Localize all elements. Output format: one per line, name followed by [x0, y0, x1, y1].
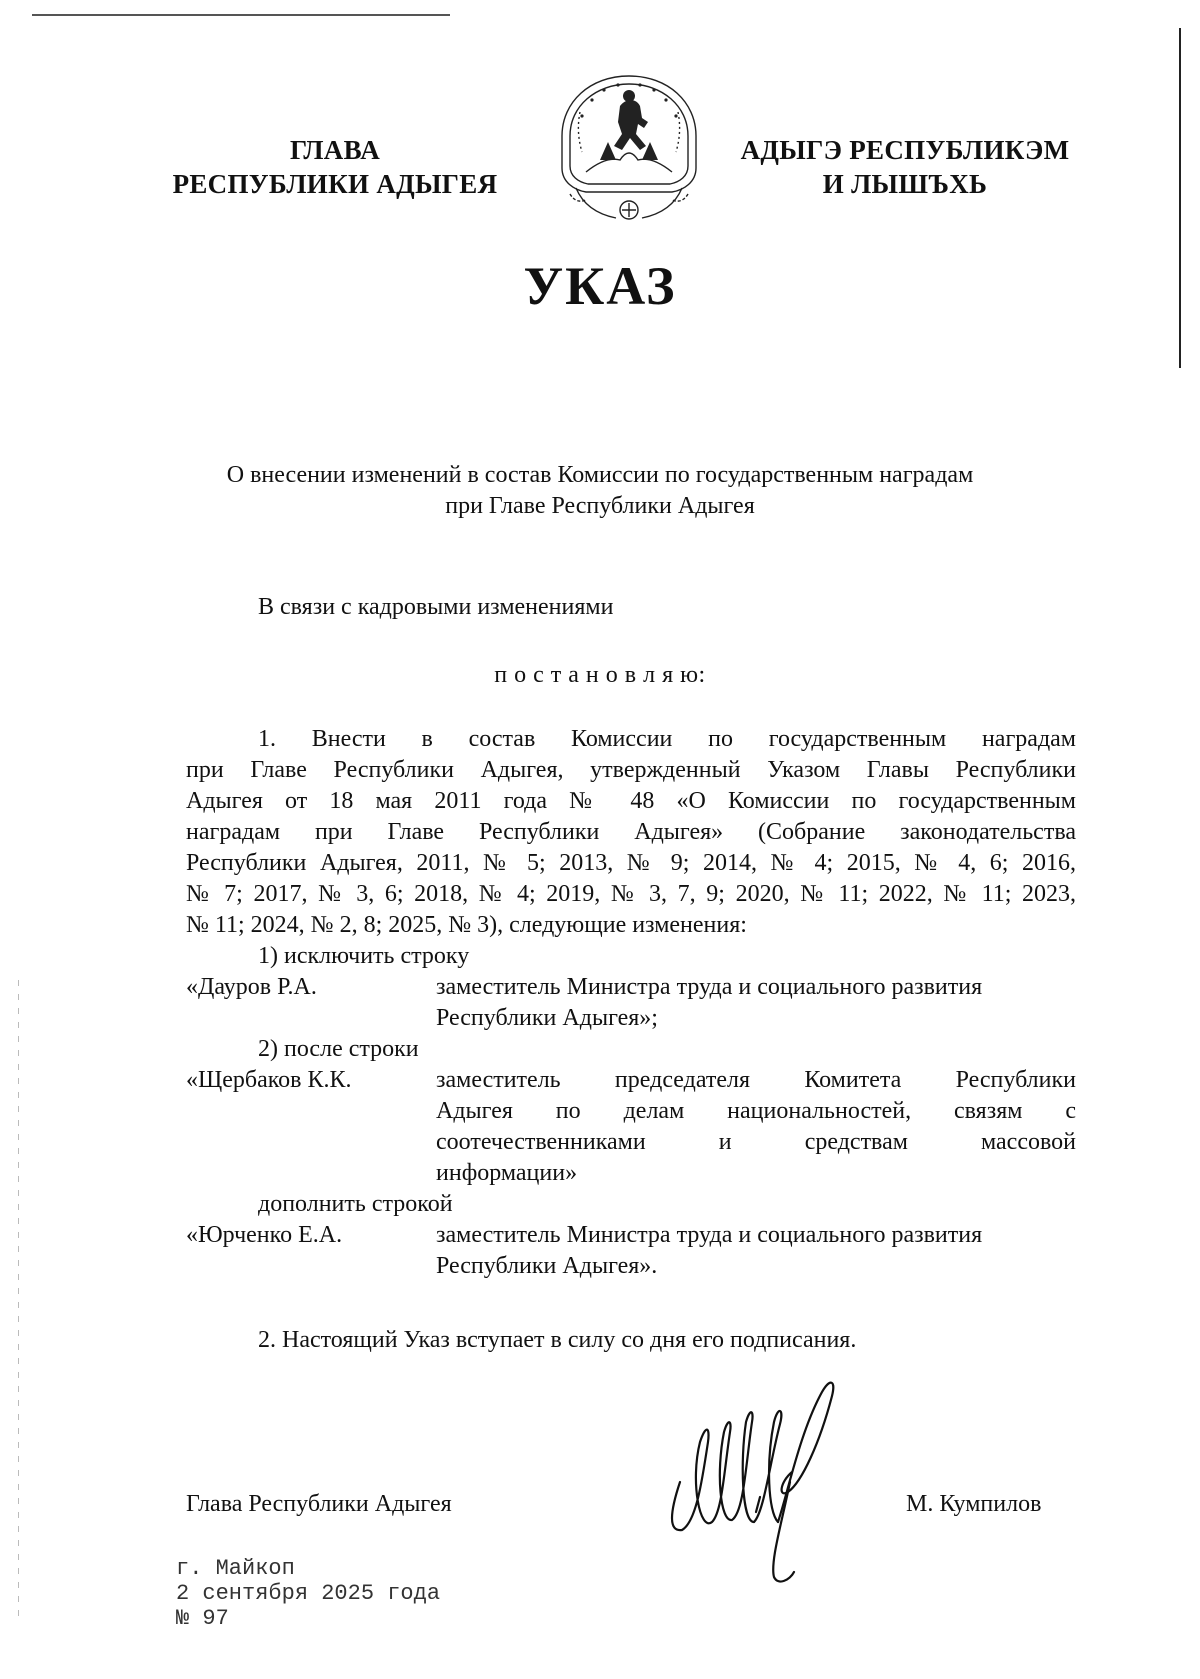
header-left-line1: ГЛАВА — [289, 135, 381, 165]
sub2-position-line: заместитель председателя Комитета Республики — [436, 1067, 1076, 1093]
footer-city: г. Майкоп — [176, 1556, 295, 1581]
item1-line: при Главе Республики Адыгея, утвержденный Указом Главы Республики — [186, 757, 1076, 783]
sub2-add-position-line: заместитель Министра труда и социального развития — [436, 1222, 983, 1248]
signatory-position: Глава Республики Адыгея — [186, 1491, 452, 1517]
header-left — [160, 133, 510, 201]
sub2-add-person-name: «Юрченко Е.А. — [186, 1222, 343, 1248]
document-title-line2: при Главе Республики Адыгея — [445, 493, 755, 519]
decree-word: п о с т а н о в л я ю: — [494, 662, 706, 688]
footer-date: 2 сентября 2025 года — [176, 1581, 441, 1606]
item1-line: № 11; 2024, № 2, 8; 2025, № 3), следующие изменения: — [186, 912, 747, 938]
document-title-line1: О внесении изменений в состав Комиссии по государственным наградам — [226, 462, 974, 488]
handwritten-signature — [660, 1372, 850, 1592]
item1-line: наградам при Главе Республики Адыгея» (Собрание законодательства — [186, 819, 1076, 845]
item1-line: № 7; 2017, № 3, 6; 2018, № 4; 2019, № 3, 7, 9; 2020, № 11; 2022, № 11; 2023, — [186, 881, 1076, 907]
sub2-add-label: дополнить строкой — [258, 1191, 453, 1217]
coat-of-arms-adygea-icon — [556, 72, 702, 230]
signatory-name: М. Кумпилов — [906, 1491, 1042, 1517]
item1-line: Республики Адыгея, 2011, № 5; 2013, № 9; 2014, № 4; 2015, № 4, 6; 2016, — [186, 850, 1076, 876]
sub2-position-line: информации» — [436, 1160, 578, 1186]
header-left-line2: РЕСПУБЛИКИ АДЫГЕЯ — [172, 169, 498, 199]
sub1-person-name: «Дауров Р.А. — [186, 974, 317, 1000]
footer-number: № 97 — [176, 1606, 229, 1631]
item2: 2. Настоящий Указ вступает в силу со дня его подписания. — [258, 1327, 857, 1353]
sub1-label: 1) исключить строку — [258, 943, 470, 969]
sub2-person-name: «Щербаков К.К. — [186, 1067, 352, 1093]
preamble: В связи с кадровыми изменениями — [258, 594, 614, 620]
item1-line: Адыгея от 18 мая 2011 года № 48 «О Комиссии по государственным — [186, 788, 1076, 814]
header-right-line1: АДЫГЭ РЕСПУБЛИКЭМ — [740, 135, 1070, 165]
scan-artifact-edge — [18, 980, 19, 1620]
sub2-position-line: Адыгея по делам национальностей, связям с — [436, 1098, 1076, 1124]
scan-artifact-line — [32, 14, 450, 16]
sub2-label: 2) после строки — [258, 1036, 419, 1062]
document-type: УКАЗ — [523, 256, 677, 316]
sub2-position-line: соотечественниками и средствам массовой — [436, 1129, 1076, 1155]
sub2-add-position-line: Республики Адыгея». — [436, 1253, 658, 1279]
header-right-line2: И ЛЫШЪХЬ — [822, 169, 988, 199]
sub1-position-line: заместитель Министра труда и социального развития — [436, 974, 983, 1000]
header-right — [720, 133, 1090, 201]
item1-line: 1. Внести в состав Комиссии по государственным наградам — [258, 726, 1076, 752]
sub1-position-line: Республики Адыгея»; — [436, 1005, 658, 1031]
scan-artifact-line — [1179, 28, 1181, 368]
